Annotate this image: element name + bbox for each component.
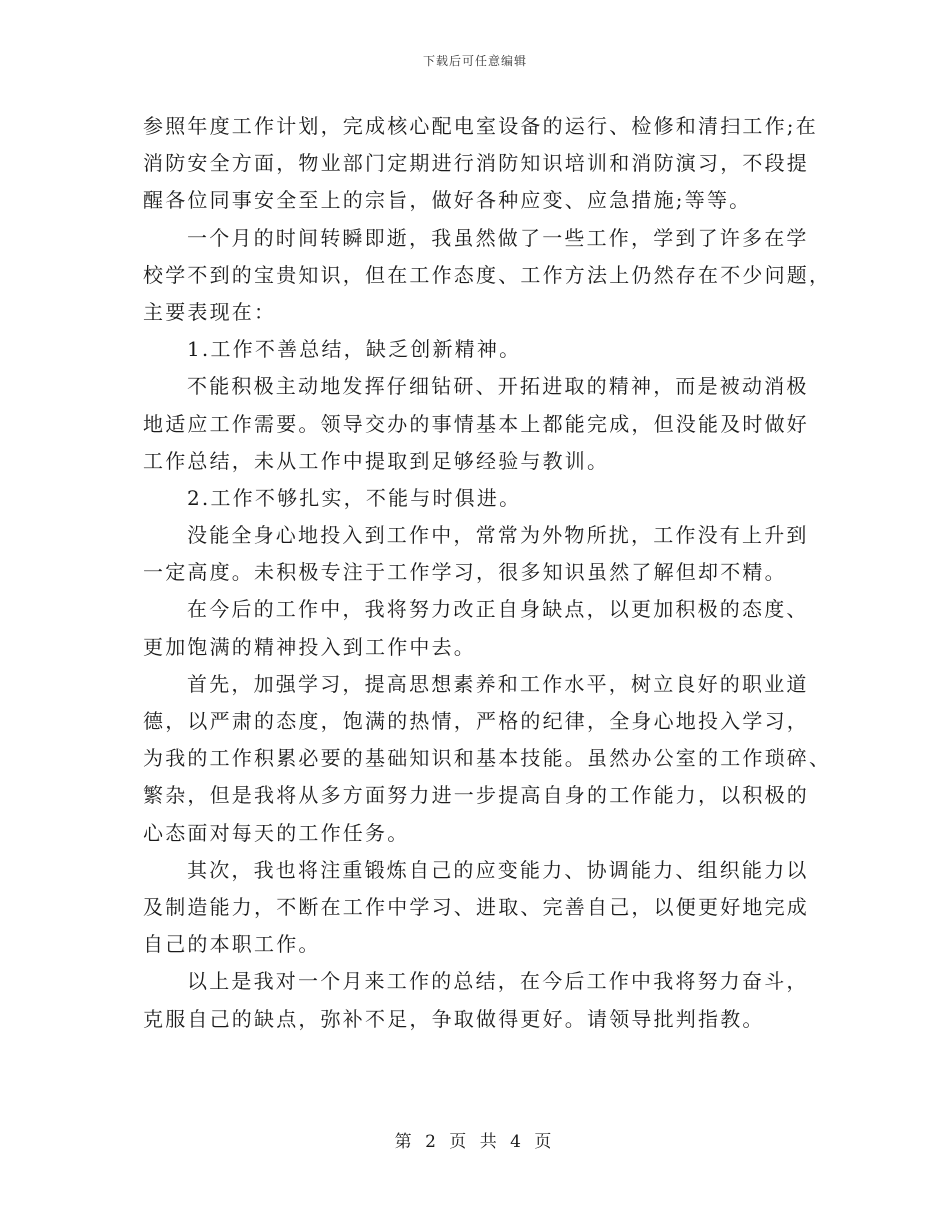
body-line: 主要表现在：: [143, 299, 277, 324]
body-line: 及制造能力，不断在工作中学习、进取、完善自己，以便更好地完成: [143, 894, 809, 919]
body-line: 自己的本职工作。: [143, 932, 321, 957]
document-body: [143, 108, 832, 1038]
body-line: 没能全身心地投入到工作中，常常为外物所扰，工作没有上升到: [187, 523, 809, 548]
body-line: 为我的工作积累必要的基础知识和基本技能。虽然办公室的工作琐碎、: [143, 746, 832, 771]
page-header: 下载后可任意编辑: [422, 54, 527, 68]
body-line: 克服自己的缺点，弥补不足，争取做得更好。请领导批判指教。: [143, 1006, 765, 1031]
body-line: 校学不到的宝贵知识，但在工作态度、工作方法上仍然存在不少问题，: [143, 262, 832, 287]
body-line: 不能积极主动地发挥仔细钻研、开拓进取的精神，而是被动消极: [187, 374, 809, 399]
body-line: 一个月的时间转瞬即逝，我虽然做了一些工作，学到了许多在学: [187, 225, 809, 250]
body-line: 一定高度。未积极专注于工作学习，很多知识虽然了解但却不精。: [143, 560, 787, 585]
body-line: 心态面对每天的工作任务。: [143, 820, 410, 845]
body-line: 以上是我对一个月来工作的总结，在今后工作中我将努力奋斗，: [187, 969, 809, 994]
body-line: 德，以严肃的态度，饱满的热情，严格的纪律，全身心地投入学习，: [143, 709, 809, 733]
body-line: 繁杂，但是我将从多方面努力进一步提高自身的工作能力，以积极的: [143, 783, 809, 808]
body-line: 1.工作不善总结，缺乏创新精神。: [187, 337, 522, 362]
page-number-footer: 第 2 页 共 4 页: [394, 1132, 556, 1152]
body-line: 消防安全方面，物业部门定期进行消防知识培训和消防演习，不段提: [143, 151, 809, 176]
body-line: 其次，我也将注重锻炼自己的应变能力、协调能力、组织能力以: [187, 857, 809, 882]
body-line: 工作总结，未从工作中提取到足够经验与教训。: [143, 448, 610, 473]
body-line: 更加饱满的精神投入到工作中去。: [143, 634, 476, 659]
body-line: 地适应工作需要。领导交办的事情基本上都能完成，但没能及时做好: [143, 411, 809, 436]
body-line: 首先，加强学习，提高思想素养和工作水平，树立良好的职业道: [187, 671, 809, 696]
body-line: 参照年度工作计划，完成核心配电室设备的运行、检修和清扫工作;在: [143, 114, 818, 138]
body-line: 醒各位同事安全至上的宗旨，做好各种应变、应急措施;等等。: [143, 188, 752, 213]
body-line: 在今后的工作中，我将努力改正自身缺点，以更加积极的态度、: [187, 597, 809, 622]
body-line: 2.工作不够扎实，不能与时俱进。: [187, 485, 522, 510]
